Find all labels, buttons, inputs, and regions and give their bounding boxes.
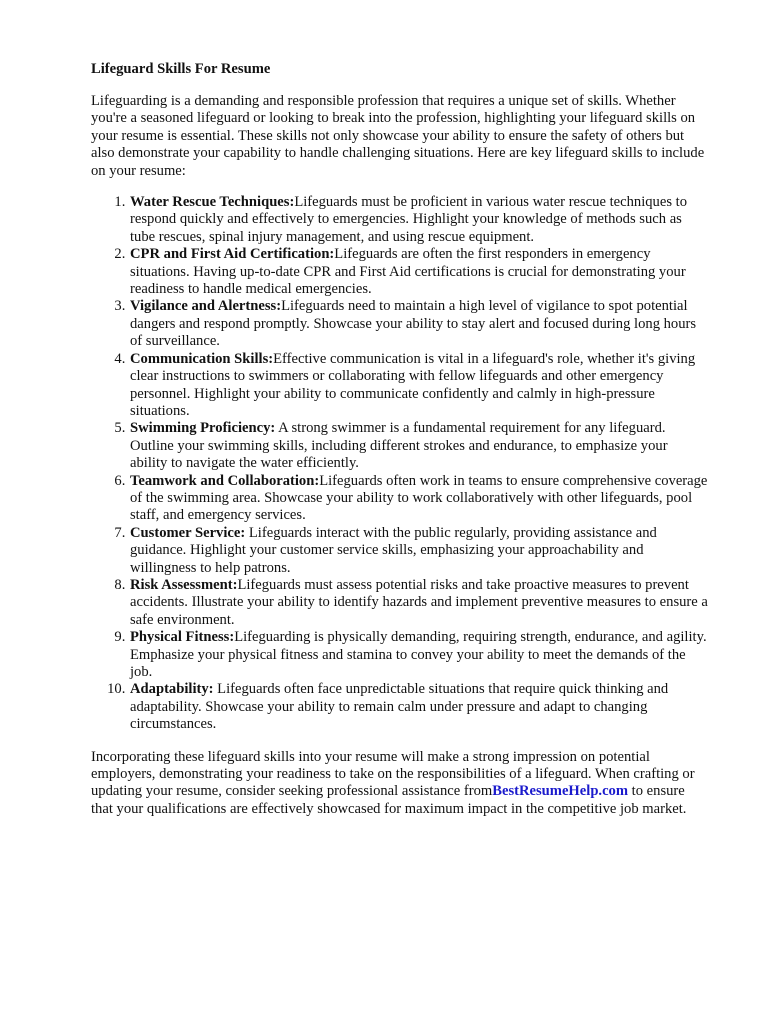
skill-description: Lifeguards often face unpredictable situations that require quick thinking and adaptability. Showcase your ability to remain calm under pressure and adapt to changing circumstances. [130, 681, 669, 733]
skill-description: Lifeguards must be proficient in various water rescue techniques to respond quickly and effectively to emergencies. Highlight your knowledge of methods such as tube rescues, spinal injury management, and using rescue equipment. [130, 194, 688, 245]
skill-description: Lifeguards are often the first responders in emergency situations. Having up-to-date CPR and First Aid certifications is crucial for demonstrating your readiness to handle medical emergencies. [130, 246, 686, 298]
list-item [129, 420, 708, 472]
skill-name: Risk Assessment: [130, 576, 238, 593]
skill-name: Water Rescue Techniques: [130, 194, 295, 211]
skill-name: Physical Fitness: [130, 629, 235, 646]
list-item [129, 246, 708, 298]
list-item [129, 473, 708, 525]
list-item [129, 577, 708, 629]
skill-name: Swimming Proficiency: [130, 420, 276, 437]
skill-name: CPR and First Aid Certification: [130, 246, 335, 263]
skill-description: A strong swimmer is a fundamental requirement for any lifeguard. Outline your swimming skills, including different strokes and endurance, to emphasize your ability to navigate the water efficiently. [130, 420, 668, 472]
skill-description: Lifeguards must assess potential risks and take proactive measures to prevent accidents. Illustrate your ability to identify hazards and implement preventive measures to ensure a safe environment. [130, 576, 708, 628]
intro-paragraph: Lifeguarding is a demanding and responsible profession that requires a unique set of skills. Whether you're a seasoned lifeguard or looking to break into the profession, highlighting your lifeguard skills on your resume is essential. These skills not only showcase your ability to ensure the safety of others but also demonstrate your capability to handle challenging situations. Here are key lifeguard skills to include on your resume: [91, 93, 705, 179]
list-item [129, 629, 708, 681]
skill-description: Lifeguards interact with the public regularly, providing assistance and guidance. Highlight your customer service skills, emphasizing your approachability and willingness to help patrons. [130, 524, 657, 576]
bestresumehelp-link[interactable]: BestResumeHelp.com [492, 783, 629, 800]
skills-list [91, 194, 708, 734]
skill-description: Lifeguarding is physically demanding, requiring strength, endurance, and agility. Emphasize your physical fitness and stamina to convey your ability to meet the demands of the job. [130, 629, 707, 680]
closing-text-start: Incorporating these lifeguard skills into your resume will make a strong impression on potential employers, demonstrating your readiness to take on the responsibilities of a lifeguard. When crafting or updating your resume, consider seeking professional assistance from [91, 748, 695, 800]
skill-name: Communication Skills: [130, 350, 274, 367]
skill-name: Customer Service: [130, 524, 246, 541]
skill-description: Effective communication is vital in a lifeguard's role, whether it's giving clear instructions to swimmers or collaborating with fellow lifeguards and other emergency personnel. Highlight your ability to communicate confidently and calmly in high-pressure situations. [130, 350, 696, 419]
skill-name: Teamwork and Collaboration: [130, 472, 320, 489]
list-item [129, 194, 708, 246]
document-title: Lifeguard Skills For Resume [91, 61, 271, 77]
list-item [129, 525, 708, 577]
skill-description: Lifeguards need to maintain a high level of vigilance to spot potential dangers and respond promptly. Showcase your ability to stay alert and focused during long hours of surveillance. [130, 298, 697, 350]
closing-paragraph [91, 749, 708, 819]
skill-description: Lifeguards often work in teams to ensure comprehensive coverage of the swimming area. Showcase your ability to work collaboratively with other lifeguards, pool staff, and emergency services. [130, 472, 708, 524]
list-item [129, 681, 708, 733]
skill-name: Vigilance and Alertness: [130, 298, 282, 315]
closing-text-end: to ensure that your qualifications are effectively showcased for maximum impact in the competitive job market. [91, 783, 687, 817]
list-item [129, 298, 708, 350]
list-item [129, 351, 708, 421]
skill-name: Adaptability: [130, 681, 214, 698]
